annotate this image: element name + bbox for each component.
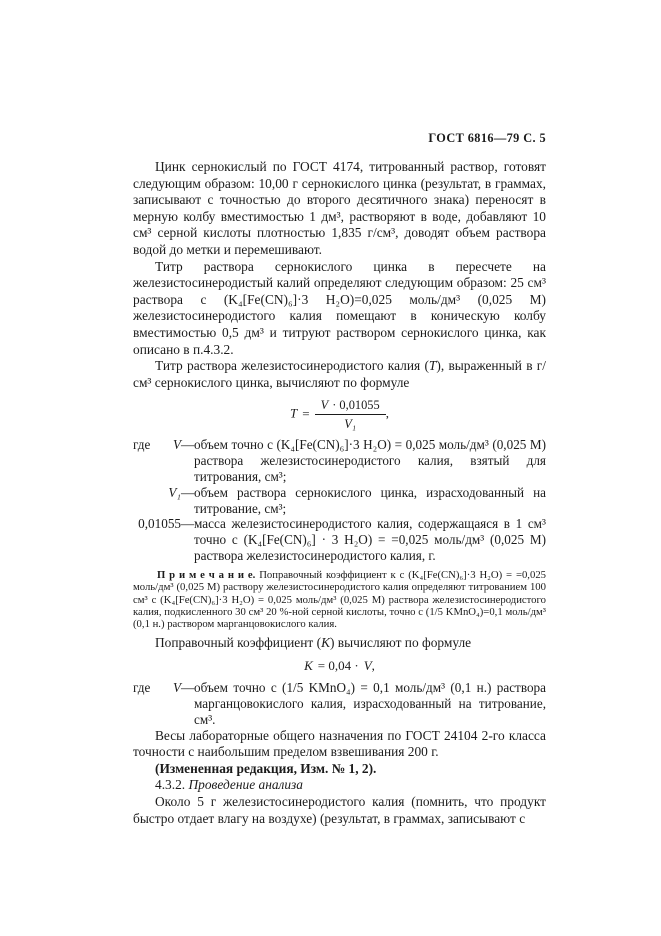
- formula-titre-denominator: V₁: [344, 417, 357, 432]
- definition-term: [133, 485, 181, 517]
- para-scales: Весы лабораторные общего назначения по ГОСТ 24104 2-го класса точности с наибольшим пределом взвешивания 200 г.: [133, 727, 546, 760]
- note-label: П р и м е ч а н и е.: [157, 568, 256, 581]
- section-title: Проведение анализа: [188, 777, 303, 793]
- formula-correction-expression: = 0,04 ·: [317, 658, 359, 674]
- definition-symbol-V: V: [172, 680, 181, 696]
- formula-correction-comma: ,: [371, 658, 375, 674]
- text-block: [133, 131, 546, 827]
- definition-list-correction: [133, 680, 546, 727]
- definition-intro: где: [133, 437, 151, 453]
- formula-titre-comma: ,: [385, 405, 389, 421]
- formula-titre-numerator: [315, 398, 386, 415]
- definition-constant: 0,01055: [138, 516, 181, 532]
- definition-symbol-V: V: [172, 437, 181, 453]
- definition-dash: —: [181, 680, 195, 696]
- definition-intro: где: [133, 680, 151, 696]
- definition-row: [133, 516, 546, 563]
- formula-titre-fraction: [315, 398, 386, 431]
- variable-K-inline: К: [321, 634, 330, 650]
- definition-term: [133, 437, 181, 484]
- para-correction-coefficient: [133, 635, 546, 652]
- definition-row: [133, 437, 546, 484]
- definition-dash: —: [181, 484, 195, 500]
- formula-titre: [133, 398, 546, 431]
- para-analysis-start: Около 5 г железистосинеродистого калия (помнить, что продукт быстро отдает влагу на воздухе) (результат, в граммах, записывают с: [133, 794, 546, 826]
- definition-dash: —: [181, 516, 195, 532]
- note-text: Поправочный коэффициент к с (K₄[Fe(CN)₆]·3 H₂O) = =0,025 моль/дм³ (0,025 М) раствору железистосинеродистого калия определяют титрованием 100 см³ с (K₄[Fe(CN)₆]·3 H₂O) = 0,025 моль/дм³ (0,025 М) раствора железистосинеродистого калия, подкисленного 30 см³ 20 %-ной серной кислоты, точно с (1/5 KMnO₄)=0,1 моль/дм³ (0,1 н.) раствором марганцовокислого калия.: [133, 568, 547, 631]
- definition-list-titre: [133, 437, 546, 563]
- para-ferrocyanide-titre-pre: Титр раствора железистосинеродистого калия (: [155, 358, 429, 374]
- para-correction-pre: Поправочный коэффициент (: [155, 634, 322, 650]
- para-ferrocyanide-titre-post: ), выраженный в г/см³ сернокислого цинка, вычисляют по формуле: [133, 358, 546, 390]
- para-amended-edition: (Измененная редакция, Изм. № 1, 2).: [155, 760, 377, 776]
- para-zinc-titre: Титр раствора сернокислого цинка в пересчете на железистосинеродистый калий определяют следующим образом: 25 см³ раствора с (K₄[Fe(CN)₆]·3 H₂O)=0,025 моль/дм³ (0,025 М) железистосинеродистого калия помещают в коническую колбу вместимостью 0,5 дм³ и титруют раствором сернокислого цинка, как описано в п.4.3.2.: [133, 258, 546, 357]
- para-zinc-solution: Цинк сернокислый по ГОСТ 4174, титрованный раствор, готовят следующим образом: 10,00 г сернокислого цинка (результат, в граммах, записывают с точностью до второго десятичного знака) переносят в мерную колбу вместимостью 1 дм³, растворяют в воде, добавляют 10 см³ серной кислоты плотностью 1,835 г/см³, доводят объем раствора водой до метки и перемешивают.: [133, 159, 546, 257]
- definition-text: масса железистосинеродистого калия, содержащаяся в 1 см³ точно с (K₄[Fe(CN)₆] · 3 H₂O) = =0,025 моль/дм³ (0,025 М) раствора железистосинеродистого калия, г.: [194, 516, 546, 563]
- definition-text: объем раствора сернокислого цинка, израсходованный на титрование, см³;: [194, 484, 546, 516]
- formula-titre-lhs: T: [290, 405, 298, 421]
- definition-symbol-V1: V₁: [168, 484, 181, 500]
- definition-term: [133, 680, 181, 727]
- variable-V-numerator: V: [320, 398, 329, 413]
- variable-V-formula: V: [363, 658, 372, 674]
- para-ferrocyanide-titre: [133, 358, 546, 391]
- page-header: ГОСТ 6816—79 С. 5: [428, 131, 546, 145]
- definition-text: объем точно с (1/5 KMnO₄) = 0,1 моль/дм³ (0,1 н.) раствора марганцовокислого калия, израсходованный на титрование, см³.: [194, 680, 546, 727]
- definition-text: объем точно с (K₄[Fe(CN)₆]·3 H₂O) = 0,025 моль/дм³ (0,025 М) раствора железистосинеродистого калия, взятый для титрования, см³;: [194, 437, 546, 484]
- definition-row: [133, 680, 546, 727]
- variable-T-inline: Т: [428, 358, 437, 374]
- formula-correction: [133, 658, 546, 674]
- definition-term: [133, 516, 181, 563]
- formula-titre-numerator-factor: · 0,01055: [332, 398, 380, 413]
- note-block: [133, 569, 546, 631]
- section-number: 4.3.2.: [155, 777, 186, 793]
- para-correction-post: ) вычисляют по формуле: [329, 634, 472, 650]
- definition-row: [133, 485, 546, 517]
- formula-correction-lhs: K: [304, 658, 313, 674]
- definition-dash: —: [181, 437, 195, 453]
- section-heading-4-3-2: [133, 777, 546, 794]
- formula-titre-equals: =: [302, 405, 310, 421]
